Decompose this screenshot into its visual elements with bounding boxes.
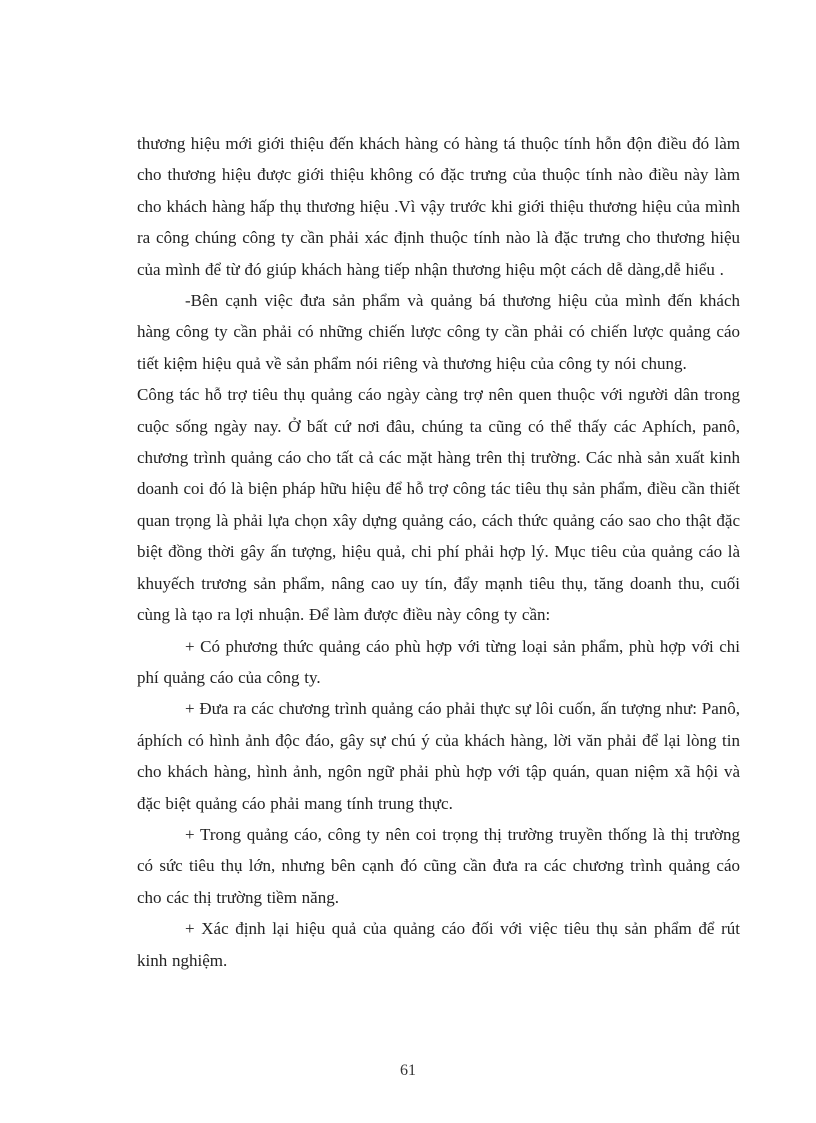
paragraph-bullet-markets: + Trong quảng cáo, công ty nên coi trọng thị trường truyền thống là thị trường có sức tiêu thụ lớn, nhưng bên cạnh đó cũng cần đưa ra các chương trình quảng cáo cho các thị trường tiềm năng. — [137, 824, 740, 907]
paragraph-advertising-support: Công tác hỗ trợ tiêu thụ quảng cáo ngày càng trợ nên quen thuộc với người dân trong cuộc sống ngày nay. Ở bất cứ nơi đâu, chúng ta cũng có thể thấy các Aphích, panô, chương trình quảng cáo cho tất cả các mặt hàng trên thị trường. Các nhà sản xuất kinh doanh coi đó là biện pháp hữu hiệu để hỗ trợ công tác tiêu thụ sản phẩm, điều cần thiết quan trọng là phải lựa chọn xây dựng quảng cáo, cách thức quảng cáo sao cho thật đặc biệt đồng thời gây ấn tượng, hiệu quả, chi phí phải hợp lý. Mục tiêu của quảng cáo là khuyếch trương sản phẩm, nâng cao uy tín, đẩy mạnh tiêu thụ, tăng doanh thu, cuối cùng là tạo ra lợi nhuận. Để làm được điều này công ty cần: — [137, 385, 740, 625]
document-body — [137, 128, 740, 976]
paragraph-brand-attributes: thương hiệu mới giới thiệu đến khách hàng có hàng tá thuộc tính hỗn độn điều đó làm cho thương hiệu được giới thiệu không có đặc trưng của thuộc tính nào điều này làm cho khách hàng hấp thụ thương hiệu .Vì vậy trước khi giới thiệu thương hiệu của mình ra công chúng công ty cần phải xác định thuộc tính nào là đặc trưng cho thương hiệu của mình để từ đó giúp khách hàng tiếp nhận thương hiệu một cách dễ dàng,dễ hiểu . — [137, 134, 740, 279]
paragraph-bullet-evaluation: + Xác định lại hiệu quả của quảng cáo đối với việc tiêu thụ sản phẩm để rút kinh nghiệm. — [137, 919, 740, 970]
paragraph-bullet-programs: + Đưa ra các chương trình quảng cáo phải thực sự lôi cuốn, ấn tượng như: Panô, áphích có hình ảnh độc đáo, gây sự chú ý của khách hàng, lời văn phải để lại lòng tin cho khách hàng, hình ảnh, ngôn ngữ phải phù hợp với tập quán, quan niệm xã hội và đặc biệt quảng cáo phải mang tính trung thực. — [137, 699, 740, 813]
page-number: 61 — [400, 1062, 416, 1079]
paragraph-advertising-strategy: -Bên cạnh việc đưa sản phẩm và quảng bá thương hiệu của mình đến khách hàng công ty cần phải có những chiến lược công ty cần phải có chiến lược quảng cáo tiết kiệm hiệu quả về sản phẩm nói riêng và thương hiệu của công ty nói chung. — [137, 291, 740, 373]
paragraph-bullet-method: + Có phương thức quảng cáo phù hợp với từng loại sản phẩm, phù hợp với chi phí quảng cáo của công ty. — [137, 636, 740, 687]
